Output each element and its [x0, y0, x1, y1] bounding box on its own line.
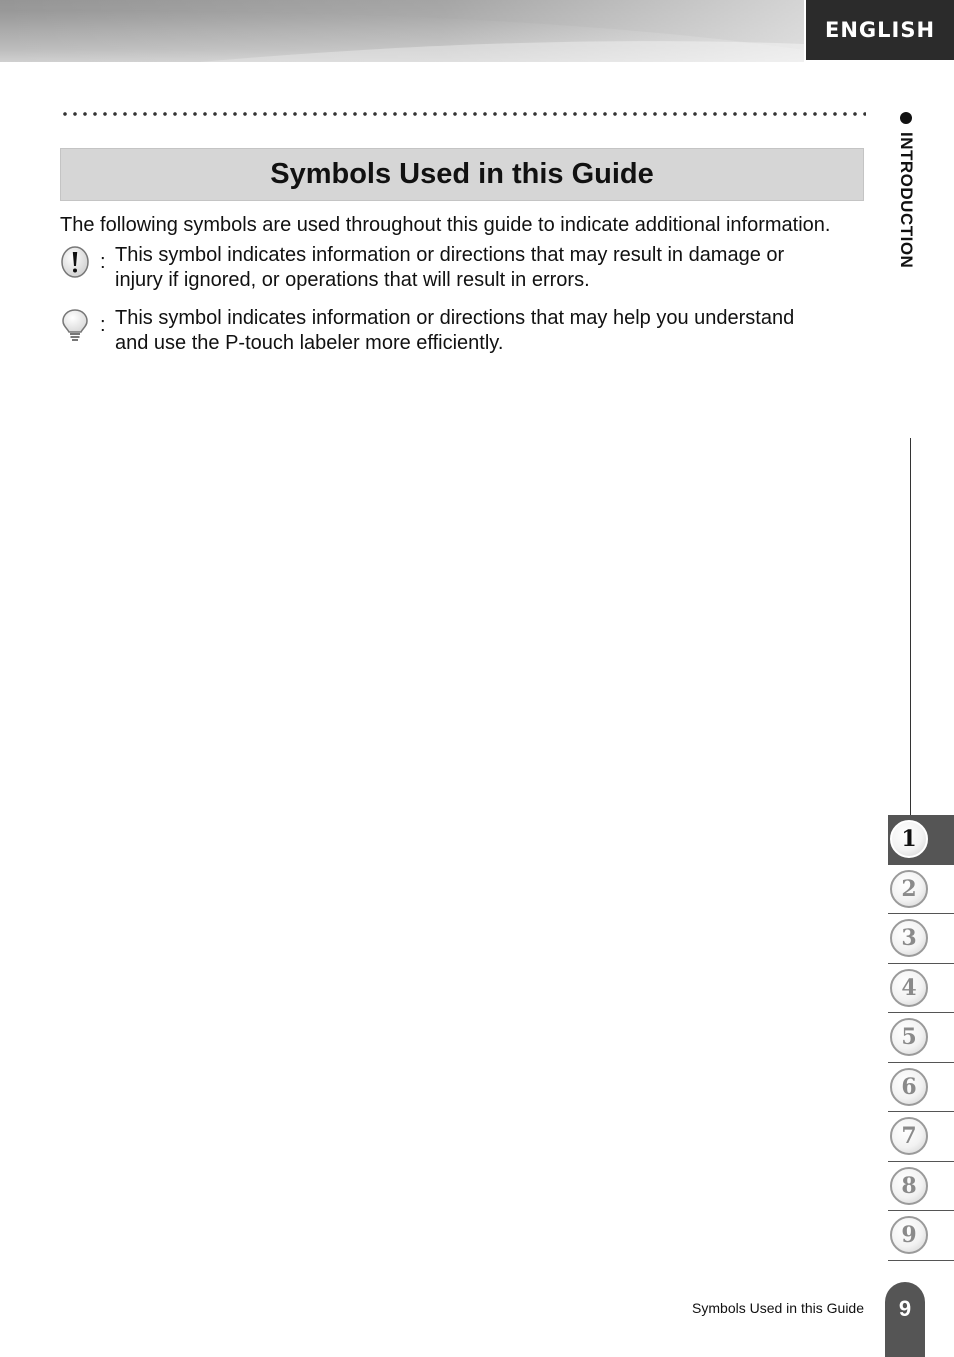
- chapter-number: 3: [890, 919, 928, 957]
- chapter-tab-6[interactable]: [888, 1063, 954, 1113]
- footer-running-title: Symbols Used in this Guide: [692, 1300, 864, 1316]
- note-symbol-row: [60, 306, 860, 362]
- chapter-tab-3[interactable]: [888, 914, 954, 964]
- chapter-number: 4: [890, 969, 928, 1007]
- page-number: 9: [885, 1282, 925, 1357]
- chapter-number: 9: [890, 1216, 928, 1254]
- chapter-number: 6: [890, 1068, 928, 1106]
- section-bullet-icon: [900, 112, 912, 124]
- note-description-line-1: This symbol indicates information or directions that may help you understand: [115, 307, 795, 329]
- dotted-divider: [60, 111, 866, 117]
- section-title: Symbols Used in this Guide: [60, 148, 864, 201]
- chapter-number: 5: [890, 1018, 928, 1056]
- caution-description-line-1: This symbol indicates information or directions that may result in damage or: [115, 244, 785, 266]
- header-swoosh-decoration: [0, 0, 804, 62]
- side-section-label: [893, 112, 919, 268]
- caution-description: [115, 243, 875, 293]
- chapter-tab-4[interactable]: [888, 964, 954, 1014]
- lightbulb-note-icon: [60, 308, 90, 342]
- sidebar-vertical-rule: [910, 438, 911, 816]
- chapter-number: 8: [890, 1167, 928, 1205]
- chapter-number: 7: [890, 1117, 928, 1155]
- exclamation-caution-icon: [60, 245, 90, 279]
- note-colon: :: [100, 314, 106, 336]
- chapter-tab-2[interactable]: [888, 865, 954, 915]
- chapter-number: 2: [890, 870, 928, 908]
- chapter-tab-9[interactable]: [888, 1211, 954, 1261]
- chapter-tab-1[interactable]: [888, 815, 954, 865]
- chapter-tab-8[interactable]: [888, 1162, 954, 1212]
- header-band: [0, 0, 804, 62]
- intro-paragraph: The following symbols are used throughout this guide to indicate additional information.: [60, 214, 831, 236]
- caution-symbol-row: [60, 243, 860, 299]
- chapter-tabs: [888, 815, 954, 1261]
- caution-description-line-2: injury if ignored, or operations that will result in errors.: [115, 269, 590, 291]
- note-description-line-2: and use the P-touch labeler more efficiently.: [115, 332, 504, 354]
- chapter-tab-5[interactable]: [888, 1013, 954, 1063]
- chapter-number: 1: [890, 820, 928, 858]
- chapter-tab-7[interactable]: [888, 1112, 954, 1162]
- caution-colon: :: [100, 251, 106, 273]
- note-description: [115, 306, 875, 356]
- language-badge: ENGLISH: [806, 0, 954, 60]
- side-section-label-text: INTRODUCTION: [897, 132, 916, 269]
